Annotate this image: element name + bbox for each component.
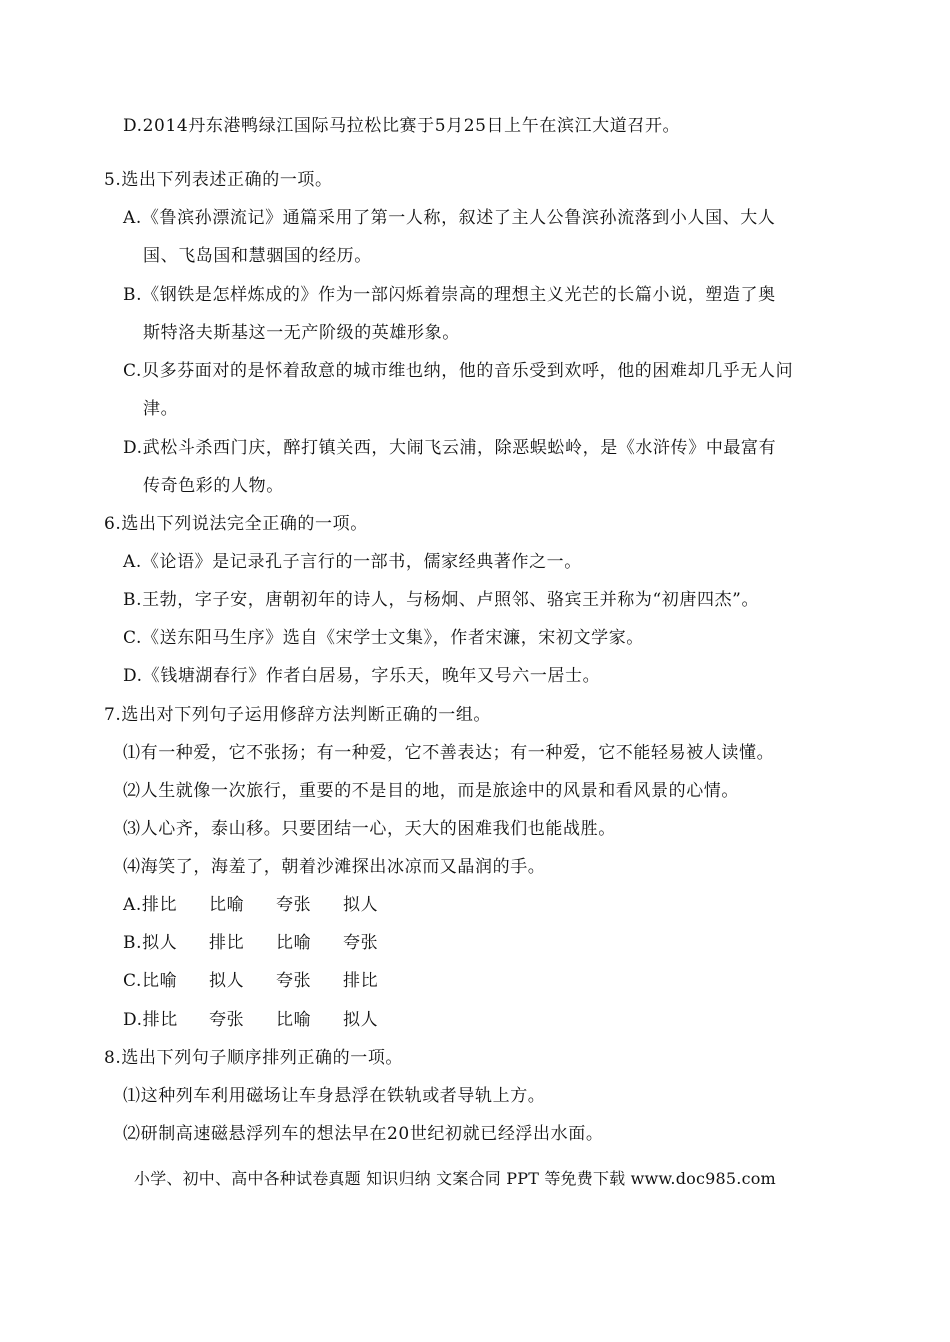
- choice-term: 夸张: [276, 971, 312, 991]
- choice-term: 排比: [209, 933, 245, 953]
- q8-stem: 8.选出下列句子顺序排列正确的一项。: [104, 1048, 404, 1068]
- q5-option-a-line2: 国、飞岛国和慧骃国的经历。: [143, 246, 372, 266]
- choice-label: B.拟人: [123, 933, 178, 953]
- q7-choice-b: [123, 931, 410, 955]
- q6-option-a: A.《论语》是记录孔子言行的一部书，儒家经典著作之一。: [123, 552, 582, 572]
- q6-option-c: C.《送东阳马生序》选自《宋学士文集》，作者宋濂，宋初文学家。: [123, 628, 644, 648]
- q5-option-c-line2: 津。: [143, 399, 179, 419]
- q6-option-b: B.王勃，字子安，唐朝初年的诗人，与杨炯、卢照邻、骆宾王并称为“初唐四杰”。: [123, 590, 760, 610]
- choice-label: C.比喻: [123, 971, 178, 991]
- q7-sentence-2: ⑵人生就像一次旅行，重要的不是目的地，而是旅途中的风景和看风景的心情。: [123, 781, 739, 801]
- q5-option-a-line1: A.《鲁滨孙漂流记》通篇采用了第一人称，叙述了主人公鲁滨孙流落到小人国、大人: [123, 208, 776, 228]
- choice-term: 夸张: [209, 1010, 245, 1030]
- q7-choice-a: [123, 893, 410, 917]
- q8-sentence-1: ⑴这种列车利用磁场让车身悬浮在铁轨或者导轨上方。: [123, 1086, 546, 1106]
- q5-option-b-line2: 斯特洛夫斯基这一无产阶级的英雄形象。: [143, 323, 460, 343]
- q8-sentence-2: ⑵研制高速磁悬浮列车的想法早在20世纪初就已经浮出水面。: [123, 1124, 604, 1144]
- q5-option-d-line2: 传奇色彩的人物。: [143, 476, 284, 496]
- q7-sentence-1: ⑴有一种爱，它不张扬；有一种爱，它不善表达；有一种爱，它不能轻易被人读懂。: [123, 743, 775, 763]
- q4-option-d: D.2014丹东港鸭绿江国际马拉松比赛于5月25日上午在滨江大道召开。: [123, 116, 681, 136]
- choice-label: A.排比: [123, 895, 178, 915]
- choice-term: 拟人: [343, 1010, 379, 1030]
- q5-option-c-line1: C.贝多芬面对的是怀着敌意的城市维也纳，他的音乐受到欢呼，他的困难却几乎无人问: [123, 361, 794, 381]
- q7-stem: 7.选出对下列句子运用修辞方法判断正确的一组。: [104, 705, 492, 725]
- q7-sentence-3: ⑶人心齐，泰山移。只要团结一心，天大的困难我们也能战胜。: [123, 819, 616, 839]
- choice-term: 夸张: [343, 933, 379, 953]
- footer-text: 小学、初中、高中各种试卷真题 知识归纳 文案合同 PPT 等免费下载 www.doc985.com: [134, 1169, 776, 1188]
- q7-choice-c: [123, 969, 410, 993]
- q5-stem: 5.选出下列表述正确的一项。: [104, 170, 333, 190]
- q5-option-b-line1: B.《钢铁是怎样炼成的》作为一部闪烁着崇高的理想主义光芒的长篇小说，塑造了奥: [123, 285, 776, 305]
- q6-stem: 6.选出下列说法完全正确的一项。: [104, 514, 368, 534]
- choice-label: D.排比: [123, 1010, 178, 1030]
- q7-choice-d: [123, 1008, 410, 1032]
- choice-term: 排比: [343, 971, 379, 991]
- q5-option-d-line1: D.武松斗杀西门庆，醉打镇关西，大闹飞云浦，除恶蜈蚣岭，是《水浒传》中最富有: [123, 438, 777, 458]
- choice-term: 拟人: [343, 895, 379, 915]
- q6-option-d: D.《钱塘湖春行》作者白居易，字乐天，晚年又号六一居士。: [123, 666, 601, 686]
- choice-term: 比喻: [276, 1010, 312, 1030]
- choice-term: 比喻: [276, 933, 312, 953]
- choice-term: 拟人: [209, 971, 245, 991]
- choice-term: 夸张: [276, 895, 312, 915]
- q7-sentence-4: ⑷海笑了，海羞了，朝着沙滩探出冰凉而又晶润的手。: [123, 857, 546, 877]
- choice-term: 比喻: [209, 895, 245, 915]
